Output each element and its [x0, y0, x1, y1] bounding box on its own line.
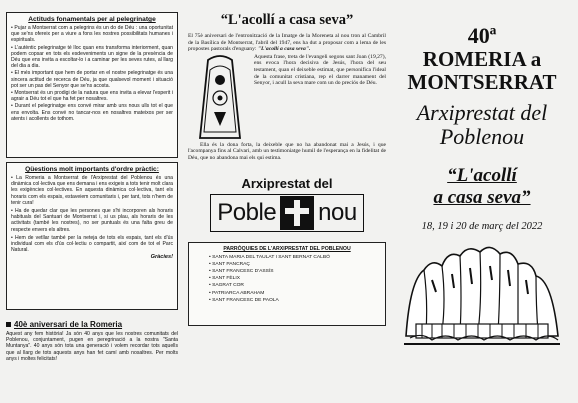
logo-heading: Arxiprestat del: [241, 175, 333, 191]
lema-paragraph: Aquesta frase, treta de l'evangeli segons sant Joan (19,27), ens evoca l'hora decisiva de Jesús, l'hora del seu testament, quan el deixeble estimat, que personifica l'ideal de la comunitat cristiana, rep el darrer manament del Senyor, i acull la seva mare com un do preciós de Déu.: [254, 53, 386, 87]
madonna-icon: [188, 54, 250, 142]
parish-item: • SANT FRANCESC D'ASSÍS: [209, 269, 379, 275]
lema-intro: El 75è aniversari de l'entronització de la Imatge de la Moreneta al nou tron al Cambril de la Basílica de Montserrat, l'abril del 1947, ens ha dut a proposar com a lema de les propostes pastorals d'enguany: "L'acollí a casa seva".: [188, 33, 386, 53]
parish-list: [195, 255, 379, 304]
parishes-box: [188, 242, 386, 326]
practical-item: • La Romeria a Montserrat de l'Arxiprestat del Poblenou és una dinàmica col·lectiva que ens demana i ens exigeix a tots tenir molt clara les exigències col·lectives. En aquesta dinàmica col·lectiva, tant els horaris com els espais, estaveiem comunitaris i, per tant, tots n'hem de tenir cura!: [11, 175, 173, 206]
anniversary-title: 40è aniversari de la Romeria: [6, 320, 178, 329]
logo-left-word: Poble: [217, 198, 277, 226]
madonna-drawing: [188, 54, 250, 142]
lema-title: “L'acollí a casa seva”: [220, 12, 354, 28]
anniversary-text: Aquest any fem història! Ja són 40 anys que les nostres comunitats del Poblenou, conjuntament, pugen en peregrinació a la nostra "Santa Muntanya". 40 anys són tota una generació i volem recordar tots aquells que al llarg de tots aquests anys han fet camí amb nosaltres. Per molts anys i moltes felicitats!: [6, 331, 178, 362]
practical-box: [6, 162, 178, 310]
practical-item: • Ha de quedar clar que les persones que s'hi incorporen als horaris habituals del Santuari de Montserrat i, si us plau, als horaris de les activitats (també les nostres), no ser puntuals és una falta greu de respecte envers els altres.: [11, 208, 173, 233]
attitude-item: • Durant el pelegrinatge ens convé mirar amb uns nous ulls tot el que ens envolta. Ens convé no tancar-nos en nosaltres mateixos per ser atents i acollents de tothom.: [11, 103, 173, 122]
motto-line-2: a casa seva”: [433, 187, 531, 208]
lema-paragraph-2: Ella és la dona forta, la deixeble que no ha abandonat mai a Jesús, i que l'acompanya fins al Calvari, amb un testimoniatge humil de l'esperança en la fidelitat de Déu, que no abandona mai els qui estima.: [188, 141, 386, 161]
attitudes-box: [6, 12, 178, 158]
ordinal: 40ª: [467, 23, 497, 48]
attitudes-title: Actituds fonamentals per al pelegrinatge: [28, 16, 156, 23]
arxiprestat-line: Arxiprestat del: [416, 100, 548, 125]
poblenou-line: Poblenou: [439, 124, 525, 149]
parishes-title: PARRÒQUIES DE L'ARXIPRESTAT DEL POBLENOU: [223, 245, 351, 252]
dates: 18, 19 i 20 de març del 2022: [421, 221, 543, 232]
motto-line-1: “L'acollí: [447, 165, 517, 186]
logo-right-word: nou: [318, 198, 357, 226]
montserrat-line: MONTSERRAT: [407, 70, 557, 94]
left-column: [6, 12, 178, 362]
lema-body: [188, 54, 386, 142]
parish-item: • SANT FÈLIX: [209, 276, 379, 282]
attitude-item: • El més important que hem de portar en el nostre pelegrinatge és una sincera actitud de recerca de Déu, ja que qualsevol moment i situació pot ser un pas del Senyor que se'ns acosta.: [11, 70, 173, 89]
cross-icon: [280, 196, 314, 230]
poblenou-logo: [210, 194, 363, 232]
parish-item: • SANT FRANCESC DE PAOLA: [209, 298, 379, 304]
middle-column: [188, 12, 386, 326]
cover-column: [392, 12, 572, 348]
parish-item: • SANTA MARIA DEL TAULAT I SANT BERNAT CALBÓ: [209, 255, 379, 261]
parish-item: • SANT PANCRAÇ: [209, 262, 379, 268]
thanks-text: Gràcies!: [150, 254, 173, 261]
square-bullet-icon: [6, 322, 11, 327]
arxiprestat-logo: [188, 176, 386, 232]
attitude-item: • L'autèntic pelegrinatge té lloc quan ens transforma interiorment, quan podem copsar en tots els esdeveniments un signe de la presència de Déu que ens invita a escoltar-lo i a caminar per les seves rutes, al llarg del dia a dia.: [11, 45, 173, 70]
parish-item: • SAGRAT COR: [209, 283, 379, 289]
anniversary-section: [6, 320, 178, 362]
romeria-line: ROMERIA a: [422, 47, 542, 71]
attitude-item: • Montserrat és un prodigi de la natura que ens invita a elevar l'esperit i agrair a Déu tot el que ha fet per nosaltres.: [11, 90, 173, 102]
montserrat-illustration: [402, 240, 562, 348]
practical-item: • Hem de vetllar també per la neteja de tots els espais, tant els d'ús individual com els d'ús col·lectiu o compartit, així com de tot el Parc Natural.: [11, 235, 173, 254]
practical-title: Qüestions molt importants d'ordre pràctic:: [25, 166, 159, 173]
mountain-illustration-icon: [402, 240, 562, 348]
parish-item: • PATRIARCA ABRAHAM: [209, 291, 379, 297]
attitude-item: • Pujar a Montserrat com a pelegrins és un do de Déu : una oportunitat que se'ns ofereix per a viure a fons les nostres possibilitats humanes i espirituals.: [11, 25, 173, 44]
